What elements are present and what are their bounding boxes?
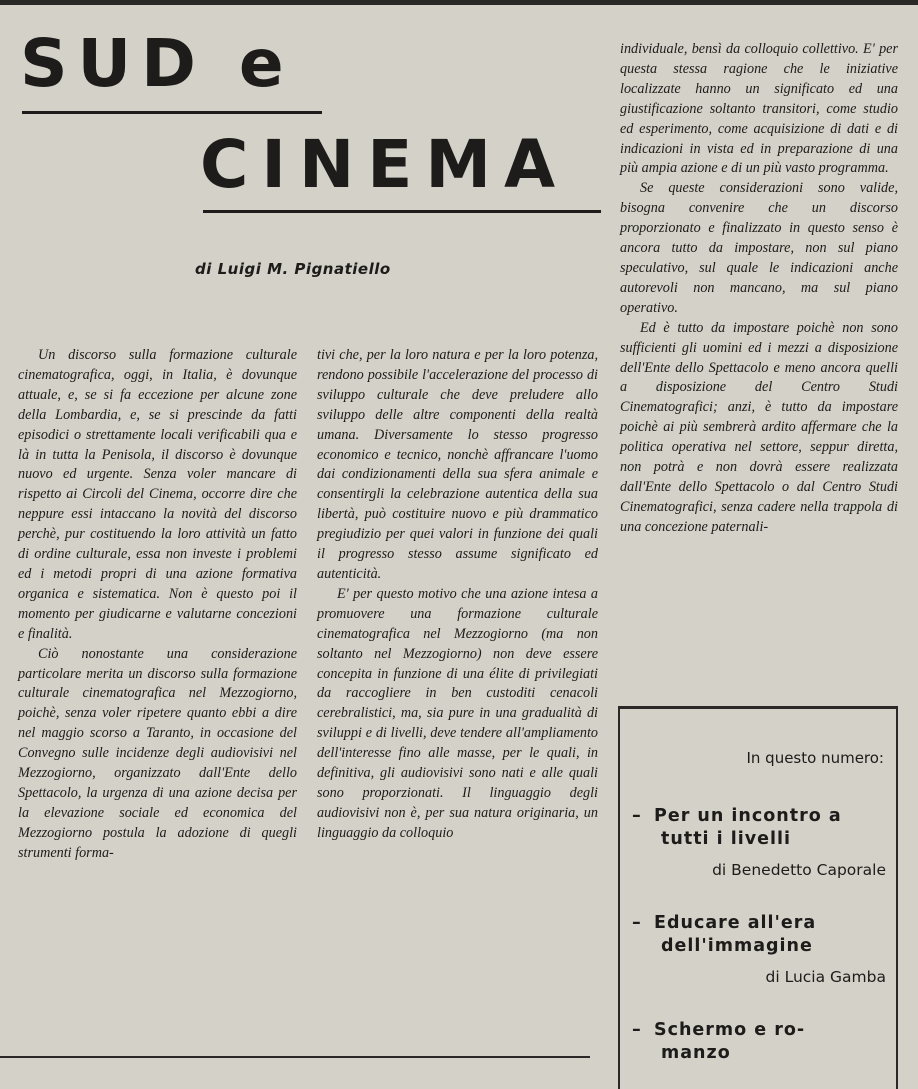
title-line-b: tutti i livelli (661, 829, 792, 849)
contents-heading: In questo numero: (746, 749, 884, 767)
contents-item[interactable] (632, 1019, 894, 1065)
article-column-3 (620, 40, 898, 538)
paragraph: Se queste considerazioni sono valide, bisogna convenire che un discorso proporzionato e finalizzato in questo senso è ancora tutto da impostare, non sul piano speculativo, sul quale le indicazioni anche autorevoli non mancano, ma sul piano operativo. (620, 180, 898, 316)
paragraph: Ciò nonostante una considerazione particolare merita un discorso sulla formazione culturale cinematografica nel Mezzogiorno, poichè, senza voler ripetere quanto ebbi a dire nel maggio scorso a Taranto, in occasione del Convegno sulle incidenze degli audiovisivi nel Mezzogiorno, organizzato dall'Ente dello Spettacolo, la urgenza di una azione decisa per la elevazione sociale ed economica del Mezzogiorno postula la adozione di quegli strumenti forma- (18, 645, 297, 861)
dash-mark: – (632, 913, 642, 933)
article-column-2 (317, 346, 598, 844)
title-line-a: Schermo e ro- (654, 1020, 806, 1040)
author-byline: di Luigi M. Pignatiello (195, 260, 391, 278)
contents-item-title (632, 912, 894, 958)
title-line-a: Educare all'era (654, 913, 817, 933)
dash-mark: – (632, 1020, 642, 1040)
contents-box (618, 706, 898, 1089)
contents-item[interactable] (632, 805, 894, 879)
title-line-b: dell'immagine (661, 936, 813, 956)
dash-mark: – (632, 806, 642, 826)
paragraph-continued: tivi che, per la loro natura e per la loro potenza, rendono possibile l'accelerazione del processo di sviluppo culturale che deve preludere allo sviluppo delle altre componenti della realtà umana. Diversamente lo stesso progresso economico e tecnico, nonchè affrancare l'uomo dai condizionamenti della sua sfera animale e consentirgli la celebrazione autentica della sua libertà, può costituire nuovo e più drammatico pregiudizio per quei valori in funzione dei quali il progresso stesso assume significato ed autenticità. (317, 347, 598, 582)
contents-item[interactable] (632, 912, 894, 986)
contents-item-title (632, 805, 894, 851)
paragraph: Un discorso sulla formazione culturale cinematografica, oggi, in Italia, è dovunque attuale, e, se si fa eccezione per alcune zone della Lombardia, e, se si prescinde da fatti episodici o strettamente locali verificabili qua e là in tutta la Penisola, il discorso è dovunque nuovo ed urgente. Senza voler mancare di rispetto ai Circoli del Cinema, occorre dire che neppure essi intaccano la novità del discorso perchè, pur costituendo la loro attività un fatto di ordine culturale, essa non investe i problemi ed i metodi propri di una azione formativa organica e sistematica. Non è questo poi il momento per giudicarne e valutarne concezioni e finalità. (18, 347, 297, 642)
contents-item-author: di Benedetto Caporale (712, 861, 886, 879)
headline-line-2: CINEMA (200, 126, 569, 203)
headline-rule-2 (203, 210, 601, 213)
paragraph: Ed è tutto da impostare poichè non sono sufficienti gli uomini ed i mezzi a disposizione dell'Ente dello Spettacolo e meno ancora quelli a disposizione del Centro Studi Cinematografici; anzi, è tutto da impostare poichè ai più sembrerà ardito affermare che la politica operativa nel settore, seppur diretta, non potrà e non dovrà essere realizzata dall'Ente dello Spettacolo o dal Centro Studi Cinematografici, senza cadere nella trappola di una concezione paternali- (620, 319, 898, 535)
article-column-1 (18, 346, 297, 864)
paragraph-continued: individuale, bensì da colloquio collettivo. E' per questa stessa ragione che le iniziative localizzate hanno un significato ed una giustificazione soltanto transitori, come studio ed esperimento, come acquisizione di dati e di indicazioni in vista ed in preparazione di una più ampia azione e di un più vasto programma. (620, 41, 898, 177)
title-line-a: Per un incontro a (654, 806, 842, 826)
headline-rule-1 (22, 111, 322, 114)
top-border-line (0, 0, 918, 5)
paragraph: E' per questo motivo che una azione intesa a promuovere una formazione culturale cinematografica nel Mezzogiorno (ma non soltanto nel Mezzogiorno) non deve essere concepita in funzione di una élite di privilegiati da raccogliere in ben custoditi cenacoli cerebralistici, ma, sia pure in una gradualità di sviluppi e di livelli, deve tendere all'ampliamento dell'interesse fino alle masse, per le quali, in definitiva, gli audiovisivi sono nati e alle quali sono proporzionati. Il linguaggio degli audiovisivi non è, per sua natura originaria, un linguaggio da colloquio (317, 585, 598, 841)
contents-item-title (632, 1019, 894, 1065)
title-line-b: manzo (661, 1043, 731, 1063)
headline-line-1: SUD e (20, 25, 294, 102)
contents-item-author: di Lucia Gamba (765, 968, 886, 986)
bottom-rule (0, 1056, 590, 1058)
